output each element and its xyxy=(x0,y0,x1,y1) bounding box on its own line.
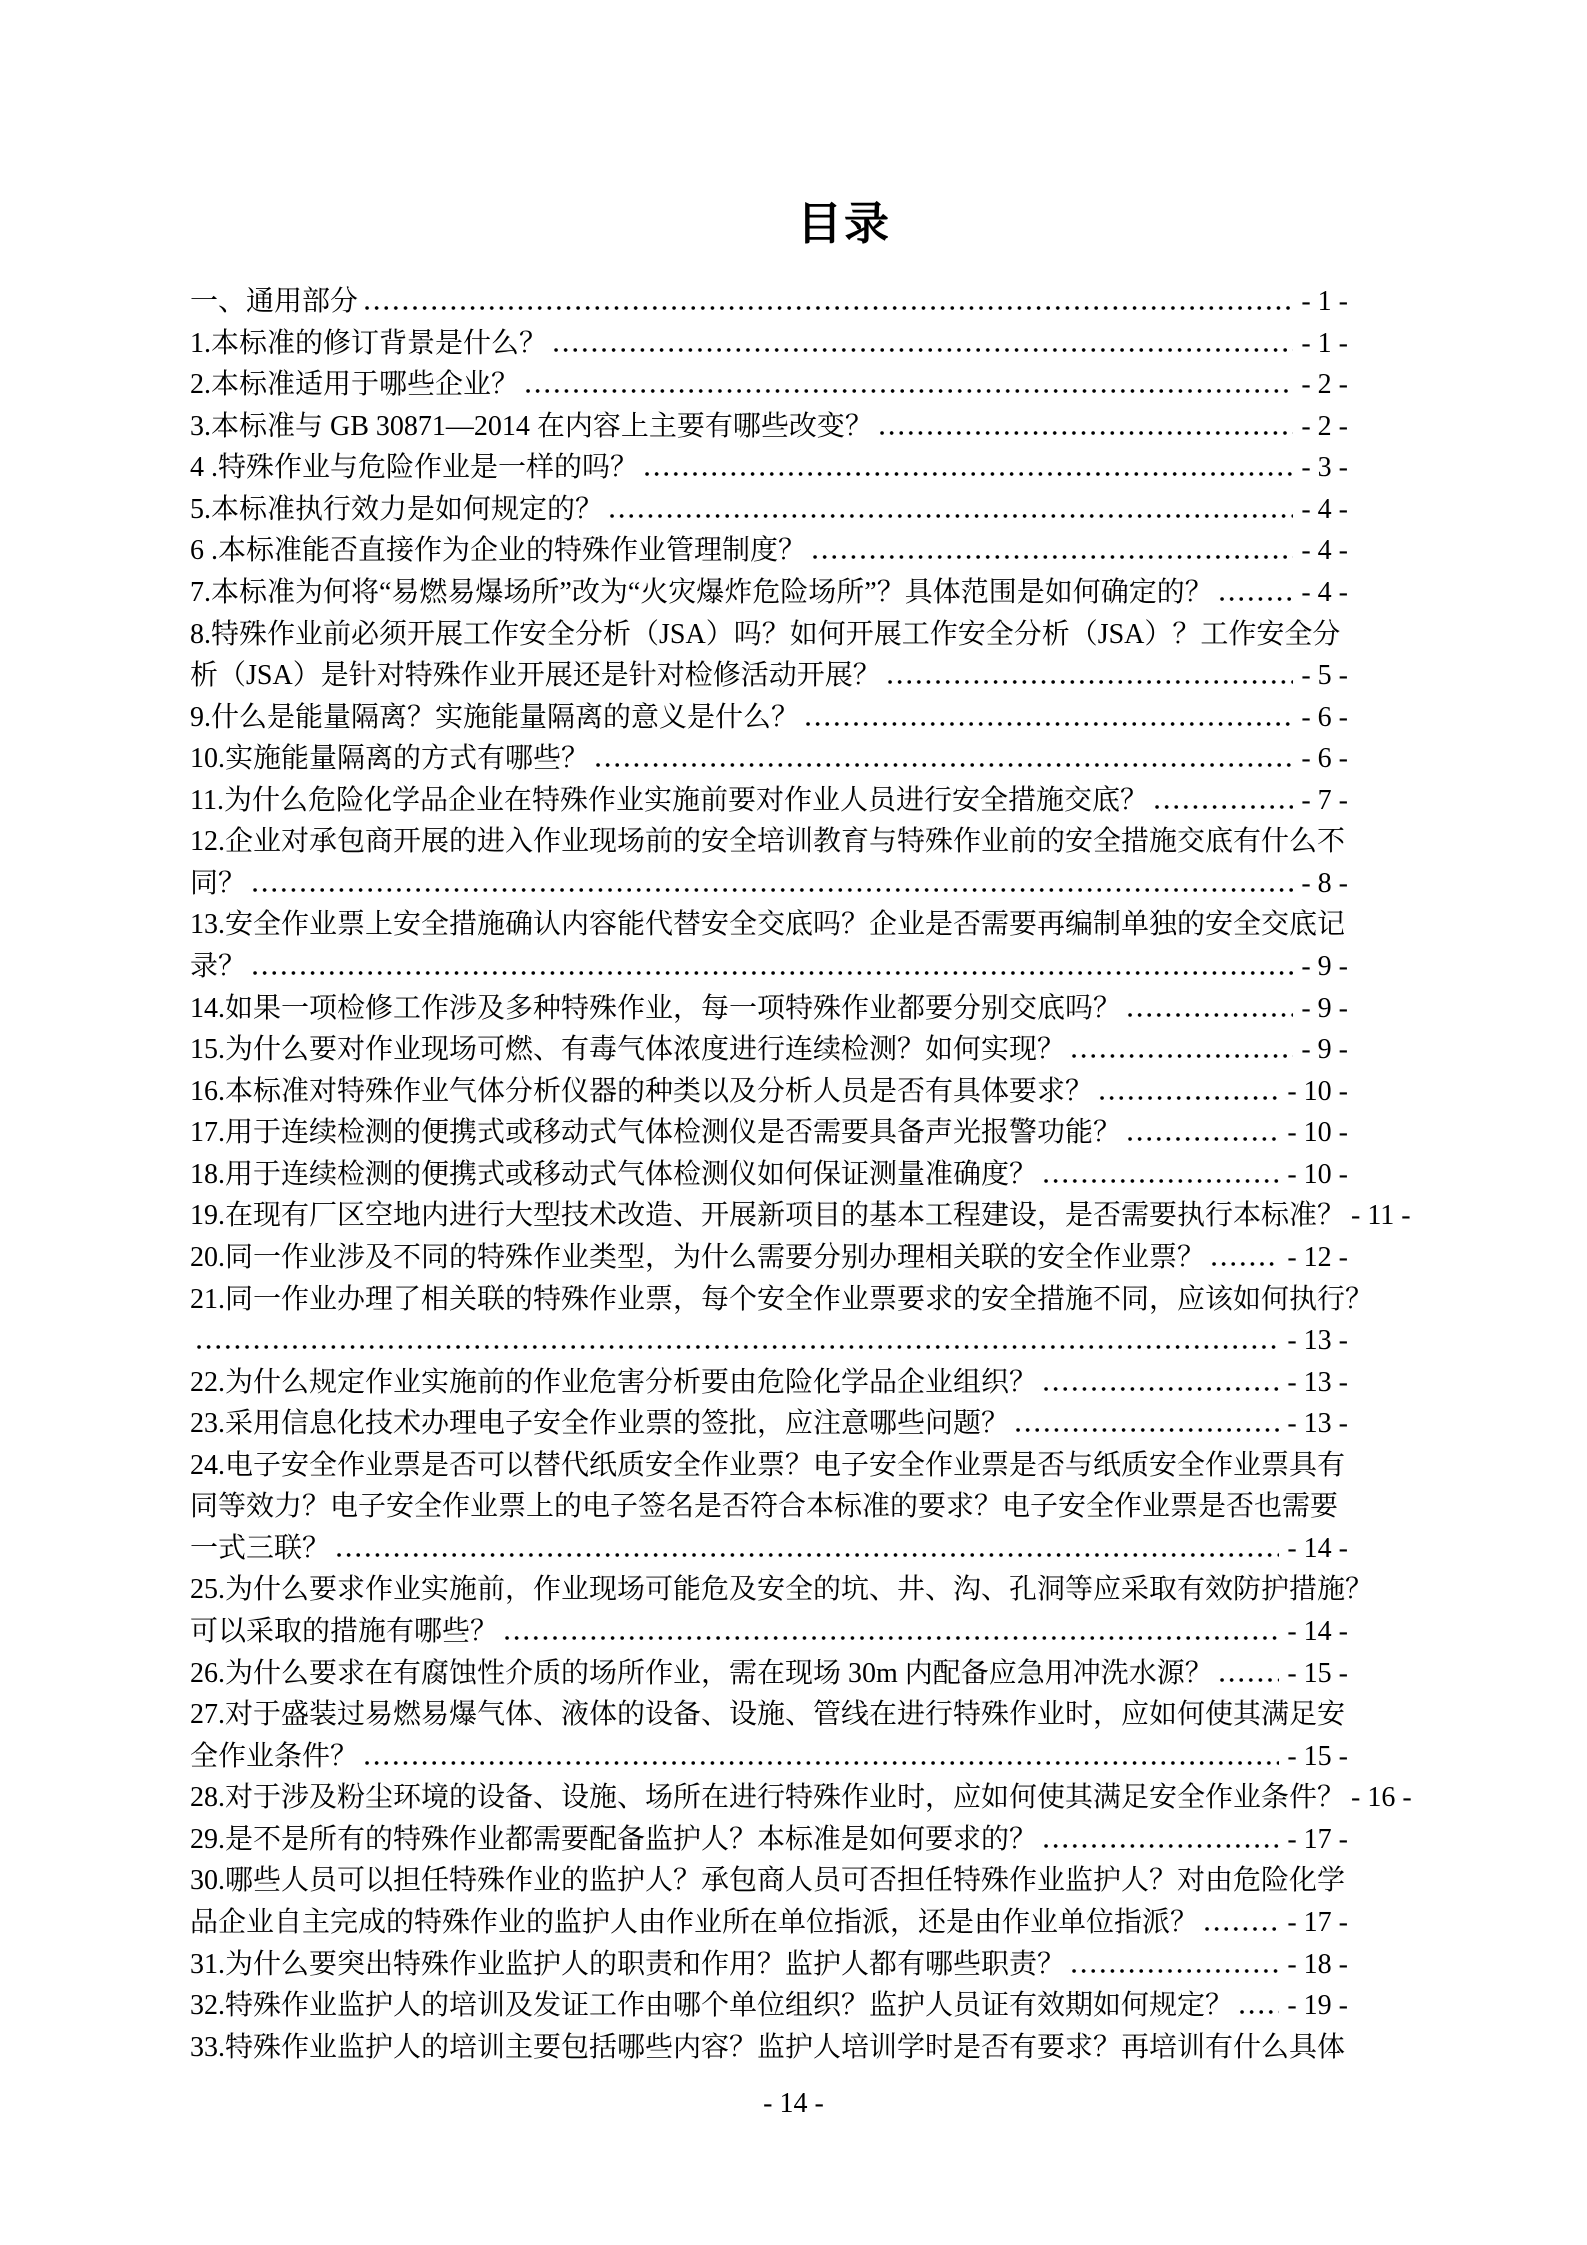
toc-page-number: - 15 - xyxy=(1287,1657,1348,1689)
toc-entry-text: 4 .特殊作业与危险作业是一样的吗？ xyxy=(190,452,639,484)
toc-line xyxy=(190,1985,1348,2027)
toc-entry-text: 19.在现有厂区空地内进行大型技术改造、开展新项目的基本工程建设，是否需要执行本标准？ xyxy=(190,1200,1346,1232)
toc-entry-text: 33.特殊作业监护人的培训主要包括哪些内容？监护人培训学时是否有要求？再培训有什么具体 xyxy=(190,2031,1346,2063)
toc-entry-text: 录？ xyxy=(190,951,247,982)
dot-leader xyxy=(1044,1362,1279,1404)
toc-page-number: - 10 - xyxy=(1287,1117,1348,1149)
toc-page-number: - 18 - xyxy=(1287,1948,1348,1980)
toc-entry-text: 17.用于连续检测的便携式或移动式气体检测仪是否需要具备声光报警功能？ xyxy=(190,1117,1122,1149)
toc-line xyxy=(190,946,1348,988)
toc-entry-text: 15.为什么要对作业现场可燃、有毒气体浓度进行连续检测？如何实现？ xyxy=(190,1034,1066,1066)
toc-page-number: - 7 - xyxy=(1301,784,1348,816)
toc-line xyxy=(190,1320,1348,1362)
toc-entry-text: 18.用于连续检测的便携式或移动式气体检测仪如何保证测量准确度？ xyxy=(190,1158,1038,1190)
dot-leader xyxy=(1155,780,1293,822)
toc-page-number: - 3 - xyxy=(1301,452,1348,484)
toc-page-number: - 11 - xyxy=(1351,1200,1411,1232)
toc-entry-text: 27.对于盛装过易燃易爆气体、液体的设备、设施、管线在进行特殊作业时，应如何使其满足安 xyxy=(190,1699,1346,1731)
toc-line xyxy=(190,447,1348,489)
toc-page-number: - 10 - xyxy=(1287,1075,1348,1107)
toc-entry-text: 2.本标准适用于哪些企业？ xyxy=(190,369,520,401)
toc-line xyxy=(190,489,1348,531)
toc-entry-text: 24.电子安全作业票是否可以替代纸质安全作业票？电子安全作业票是否与纸质安全作业票具有 xyxy=(190,1449,1346,1481)
toc-entry-text: 5.本标准执行效力是如何规定的？ xyxy=(190,493,604,525)
toc-line xyxy=(190,323,1348,365)
dot-leader xyxy=(1100,1071,1279,1113)
toc-entry-text: 31.为什么要突出特殊作业监护人的职责和作用？监护人都有哪些职责？ xyxy=(190,1948,1066,1980)
toc-entry-text: 同？ xyxy=(190,867,247,899)
toc-line xyxy=(190,1860,1348,1902)
toc-line xyxy=(190,1944,1348,1986)
dot-leader xyxy=(1128,988,1293,1030)
toc-entry-text: 11.为什么危险化学品企业在特殊作业实施前要对作业人员进行安全措施交底？ xyxy=(190,784,1148,816)
toc-entry-text: 28.对于涉及粉尘环境的设备、设施、场所在进行特殊作业时，应如何使其满足安全作业条件？ xyxy=(190,1782,1346,1814)
dot-leader xyxy=(526,364,1293,406)
dot-leader xyxy=(505,1611,1279,1653)
toc-entry-text: 6 .本标准能否直接作为企业的特殊作业管理制度？ xyxy=(190,535,807,567)
toc-line xyxy=(190,655,1348,697)
dot-leader xyxy=(1220,1653,1280,1695)
toc-page-number: - 6 - xyxy=(1301,743,1348,775)
dot-leader xyxy=(813,530,1293,572)
toc-page-number: - 15 - xyxy=(1287,1740,1348,1772)
toc-page-number: - 4 - xyxy=(1301,576,1348,608)
toc-entry-text: 可以采取的措施有哪些？ xyxy=(190,1616,499,1647)
toc-line xyxy=(190,281,1348,323)
toc-entry-text: 品企业自主完成的特殊作业的监护人由作业所在单位指派，还是由作业单位指派？ xyxy=(190,1906,1199,1938)
toc-line xyxy=(190,1777,1412,1819)
toc-line xyxy=(190,1237,1348,1279)
toc-title: 目录 xyxy=(797,199,892,249)
dot-leader xyxy=(1044,1154,1279,1196)
toc-entry-text: 20.同一作业涉及不同的特殊作业类型，为什么需要分别办理相关联的安全作业票？ xyxy=(190,1241,1206,1273)
toc-page-number: - 13 - xyxy=(1287,1366,1348,1398)
toc-entry-text: 29.是不是所有的特殊作业都需要配备监护人？本标准是如何要求的？ xyxy=(190,1823,1038,1855)
toc-line xyxy=(190,1611,1348,1653)
dot-leader xyxy=(888,655,1294,697)
toc-page-number: - 13 - xyxy=(1287,1408,1348,1440)
toc-entry-text: 1.本标准的修订背景是什么？ xyxy=(190,327,548,359)
toc-line xyxy=(190,572,1348,614)
toc-entry-text: 9.什么是能量隔离？实施能量隔离的意义是什么？ xyxy=(190,701,800,733)
toc-entry-text: 26.为什么要求在有腐蚀性介质的场所作业，需在现场 30m 内配备应急用冲洗水源？ xyxy=(190,1657,1213,1689)
dot-leader xyxy=(1220,572,1294,614)
toc-page-number: - 2 - xyxy=(1301,410,1348,442)
toc-line xyxy=(190,1486,1348,1528)
toc-line xyxy=(190,1279,1374,1321)
toc-page-number: - 8 - xyxy=(1301,867,1348,899)
dot-leader xyxy=(1205,1902,1279,1944)
toc-line xyxy=(190,821,1348,863)
toc-line xyxy=(190,780,1348,822)
toc-line xyxy=(190,1445,1348,1487)
toc-entry-text: 析（JSA）是针对特殊作业开展还是针对检修活动开展？ xyxy=(190,660,881,692)
toc-entry-text: 16.本标准对特殊作业气体分析仪器的种类以及分析人员是否有具体要求？ xyxy=(190,1075,1094,1107)
toc-page-number: - 10 - xyxy=(1287,1158,1348,1190)
dot-leader xyxy=(1128,1112,1279,1154)
toc-line xyxy=(190,2027,1348,2069)
dot-leader xyxy=(1072,1944,1279,1986)
toc-entry-text: 一式三联？ xyxy=(190,1532,331,1564)
toc-page-number: - 1 - xyxy=(1301,286,1348,317)
toc-line xyxy=(190,1071,1348,1113)
toc-entry-text: 14.如果一项检修工作涉及多种特殊作业，每一项特殊作业都要分别交底吗？ xyxy=(190,992,1122,1024)
toc-line xyxy=(190,614,1348,656)
toc-page-number: - 4 - xyxy=(1301,535,1348,567)
toc-line xyxy=(190,904,1348,946)
dot-leader xyxy=(365,1736,1279,1778)
dot-leader xyxy=(337,1528,1279,1570)
toc-entry-text: 25.为什么要求作业实施前，作业现场可能危及安全的坑、井、沟、孔洞等应采取有效防护措施？ xyxy=(190,1574,1374,1606)
dot-leader xyxy=(365,281,1293,323)
toc-page-number: - 17 - xyxy=(1287,1906,1348,1938)
toc-line xyxy=(190,1694,1348,1736)
toc-page-number: - 14 - xyxy=(1287,1616,1348,1647)
toc-page-number: - 4 - xyxy=(1301,493,1348,525)
toc-page-number: - 1 - xyxy=(1301,327,1348,359)
toc-line xyxy=(190,988,1348,1030)
toc-page-number: - 14 - xyxy=(1287,1532,1348,1564)
toc-line xyxy=(190,1819,1348,1861)
toc-entry-text: 22.为什么规定作业实施前的作业危害分析要由危险化学品企业组织？ xyxy=(190,1366,1038,1398)
toc-entry-text: 30.哪些人员可以担任特殊作业的监护人？承包商人员可否担任特殊作业监护人？对由危险化学 xyxy=(190,1865,1346,1897)
toc-entry-text: 全作业条件？ xyxy=(190,1740,359,1772)
toc-page-number: - 13 - xyxy=(1287,1325,1348,1357)
toc-line xyxy=(190,1154,1348,1196)
dot-leader xyxy=(1016,1403,1279,1445)
toc-page-number: - 12 - xyxy=(1287,1241,1348,1273)
toc-entry-text: 8.特殊作业前必须开展工作安全分析（JSA）吗？如何开展工作安全分析（JSA）？工作安全分 xyxy=(190,618,1341,650)
dot-leader xyxy=(880,406,1293,448)
toc-page-number: - 6 - xyxy=(1301,701,1348,733)
dot-leader xyxy=(806,697,1293,739)
toc-list xyxy=(190,281,1412,2068)
dot-leader xyxy=(1044,1819,1279,1861)
toc-entry-text: 12.企业对承包商开展的进入作业现场前的安全培训教育与特殊作业前的安全措施交底有什么不 xyxy=(190,826,1346,858)
toc-page-number: - 19 - xyxy=(1287,1990,1348,2022)
toc-line xyxy=(190,1653,1348,1695)
dot-leader xyxy=(1072,1029,1293,1071)
toc-entry-text: 3.本标准与 GB 30871—2014 在内容上主要有哪些改变？ xyxy=(190,410,873,442)
toc-page-number: - 9 - xyxy=(1301,1034,1348,1066)
dot-leader xyxy=(1212,1237,1279,1279)
toc-entry-text: 21.同一作业办理了相关联的特殊作业票，每个安全作业票要求的安全措施不同，应该如何执行？ xyxy=(190,1283,1374,1315)
toc-line xyxy=(190,1403,1348,1445)
dot-leader xyxy=(197,1320,1279,1362)
toc-line xyxy=(190,1528,1348,1570)
toc-entry-text: 13.安全作业票上安全措施确认内容能代替安全交底吗？企业是否需要再编制单独的安全交底记 xyxy=(190,909,1346,941)
page-number-footer: - 14 - xyxy=(763,2088,824,2119)
dot-leader xyxy=(1240,1985,1279,2027)
toc-line xyxy=(190,530,1348,572)
toc-entry-text: 32.特殊作业监护人的培训及发证工作由哪个单位组织？监护人员证有效期如何规定？ xyxy=(190,1990,1234,2022)
toc-entry-text: 23.采用信息化技术办理电子安全作业票的签批，应注意哪些问题？ xyxy=(190,1408,1010,1440)
toc-line xyxy=(190,697,1348,739)
toc-page-number: - 2 - xyxy=(1301,369,1348,401)
toc-page-number: - 16 - xyxy=(1351,1782,1412,1814)
toc-entry-text: 一、通用部分 xyxy=(190,286,359,317)
toc-page-number: - 9 - xyxy=(1301,951,1348,982)
dot-leader xyxy=(253,863,1293,905)
toc-page-number: - 9 - xyxy=(1301,992,1348,1024)
toc-line xyxy=(190,364,1348,406)
toc-line xyxy=(190,1736,1348,1778)
toc-line xyxy=(190,1112,1348,1154)
toc-entry-text: 同等效力？电子安全作业票上的电子签名是否符合本标准的要求？电子安全作业票是否也需要 xyxy=(190,1491,1339,1523)
toc-page-number: - 17 - xyxy=(1287,1823,1348,1855)
toc-line xyxy=(190,1569,1374,1611)
dot-leader xyxy=(253,946,1293,988)
toc-entry-text: 10.实施能量隔离的方式有哪些？ xyxy=(190,743,590,775)
toc-line xyxy=(190,863,1348,905)
toc-line xyxy=(190,1195,1411,1237)
toc-entry-text: 7.本标准为何将“易燃易爆场所”改为“火灾爆炸危险场所”？具体范围是如何确定的？ xyxy=(190,576,1213,608)
toc-line xyxy=(190,1362,1348,1404)
dot-leader xyxy=(596,738,1293,780)
toc-line xyxy=(190,406,1348,448)
dot-leader xyxy=(645,447,1293,489)
dot-leader xyxy=(610,489,1293,531)
toc-line xyxy=(190,1029,1348,1071)
toc-line xyxy=(190,738,1348,780)
toc-page-number: - 5 - xyxy=(1301,660,1348,692)
dot-leader xyxy=(554,323,1293,365)
toc-line xyxy=(190,1902,1348,1944)
